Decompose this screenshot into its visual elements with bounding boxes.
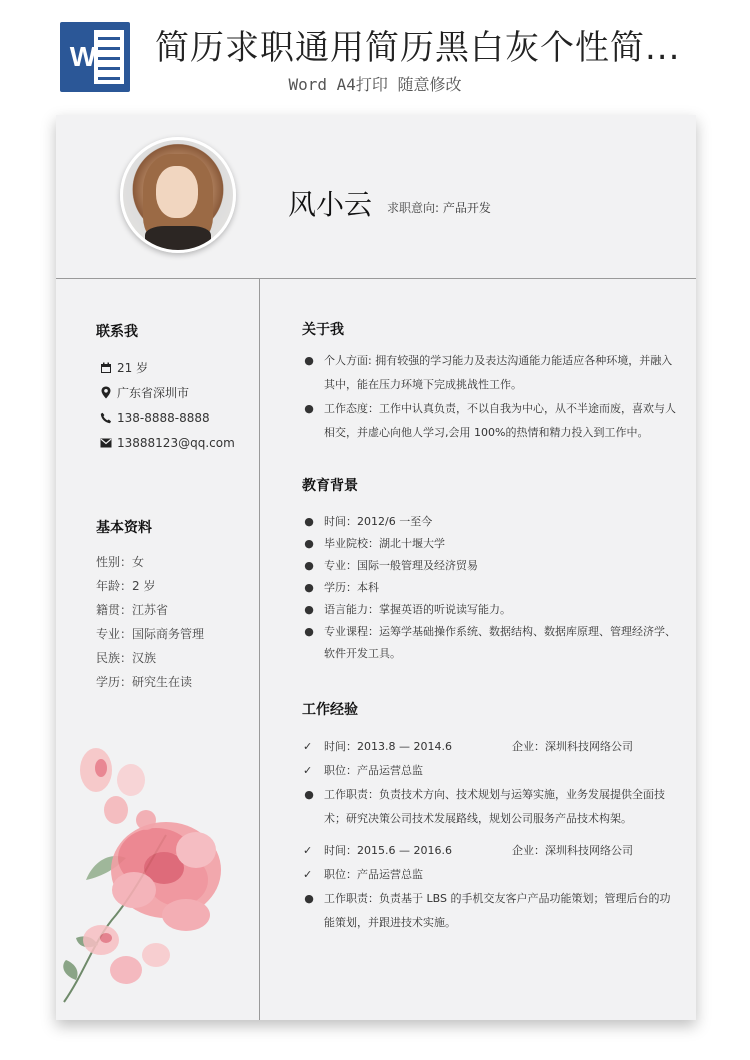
calendar-icon xyxy=(96,362,116,374)
column-divider xyxy=(259,279,260,1020)
list-item: ● 专业：国际一般管理及经济贸易 xyxy=(304,559,478,572)
contact-list xyxy=(96,355,235,455)
contact-location: 广东省深圳市 xyxy=(96,380,235,405)
info-ethnicity: 民族：汉族 xyxy=(96,651,157,665)
check-icon: ✓ xyxy=(303,764,313,777)
flower-illustration xyxy=(56,740,226,1010)
education-list xyxy=(302,511,676,665)
about-title: 关于我 xyxy=(302,322,344,338)
work-list xyxy=(302,735,676,935)
list-item: ● 工作态度：工作中认真负责，不以自我为中心，从不半途而废，喜欢与人相交，并虚心向他人学习,会用 100%的热情和精力投入到工作中。 xyxy=(304,402,676,439)
phone-icon xyxy=(96,412,116,424)
contact-email: 13888123@qq.com xyxy=(96,430,235,455)
job-intent-value: 产品开发 xyxy=(442,201,491,215)
avatar xyxy=(120,137,236,253)
list-item: ● 专业课程：运筹学基础操作系统、数据结构、数据库原理、管理经济学、软件开发工具。 xyxy=(304,625,676,660)
check-icon: ✓ xyxy=(303,868,313,881)
job-time-row: ✓ 时间：2013.8 — 2014.6 企业：深圳科技网络公司 xyxy=(302,735,676,759)
work-title: 工作经验 xyxy=(302,702,358,718)
job-intent-label: 求职意向: xyxy=(387,201,440,215)
word-app-icon: W xyxy=(60,22,130,92)
location-pin-icon xyxy=(96,386,116,399)
candidate-name: 风小云 xyxy=(288,188,373,221)
job-position-row: ✓ 职位：产品运营总监 xyxy=(302,863,676,887)
info-education: 学历：研究生在读 xyxy=(96,675,193,689)
job-position-row: ✓ 职位：产品运营总监 xyxy=(302,759,676,783)
check-icon: ✓ xyxy=(303,844,313,857)
education-title: 教育背景 xyxy=(302,478,358,494)
info-age: 年龄：2 岁 xyxy=(96,579,156,593)
contact-age: 21 岁 xyxy=(96,355,235,380)
list-item: ● 语言能力：掌握英语的听说读写能力。 xyxy=(304,603,511,616)
check-icon: ✓ xyxy=(303,740,313,753)
contact-phone: 138-8888-8888 xyxy=(96,405,235,430)
job-time-row: ✓ 时间：2015.6 — 2016.6 企业：深圳科技网络公司 xyxy=(302,839,676,863)
list-item: ● 时间：2012/6 一至今 xyxy=(304,515,433,528)
document-title: 简历求职通用简历黑白灰个性简... xyxy=(155,28,681,68)
contact-title: 联系我 xyxy=(96,324,138,340)
info-hometown: 籍贯：江苏省 xyxy=(96,603,169,617)
job-company: 企业：深圳科技网络公司 xyxy=(512,844,633,857)
preview-banner xyxy=(0,0,750,108)
job-duty: ● 工作职责：负责技术方向、技术规划与运筹实施，业务发展提供全面技术；研究决策公司技术发展路线，规划公司服务产品技术构架。 xyxy=(304,788,665,825)
resume-page xyxy=(56,115,696,1020)
about-list xyxy=(302,349,676,445)
job-duty: ● 工作职责：负责基于 LBS 的手机交友客户产品功能策划；管理后台的功能策划，并跟进技术实施。 xyxy=(304,892,671,929)
mail-icon xyxy=(96,438,116,448)
list-item: ● 学历：本科 xyxy=(304,581,379,594)
list-item: ● 毕业院校：湖北十堰大学 xyxy=(304,537,445,550)
job-intent xyxy=(387,199,491,216)
job-company: 企业：深圳科技网络公司 xyxy=(512,740,633,753)
info-gender: 性别：女 xyxy=(96,555,145,569)
info-major: 专业：国际商务管理 xyxy=(96,627,205,641)
document-subtitle: Word A4打印 随意修改 xyxy=(288,75,462,94)
list-item: ● 个人方面: 拥有较强的学习能力及表达沟通能力能适应各种环境，并融入其中，能在压力环境下完成挑战性工作。 xyxy=(304,354,673,391)
basic-info-title: 基本资料 xyxy=(96,520,152,536)
basic-info-list xyxy=(96,553,204,697)
header-divider xyxy=(56,278,696,279)
